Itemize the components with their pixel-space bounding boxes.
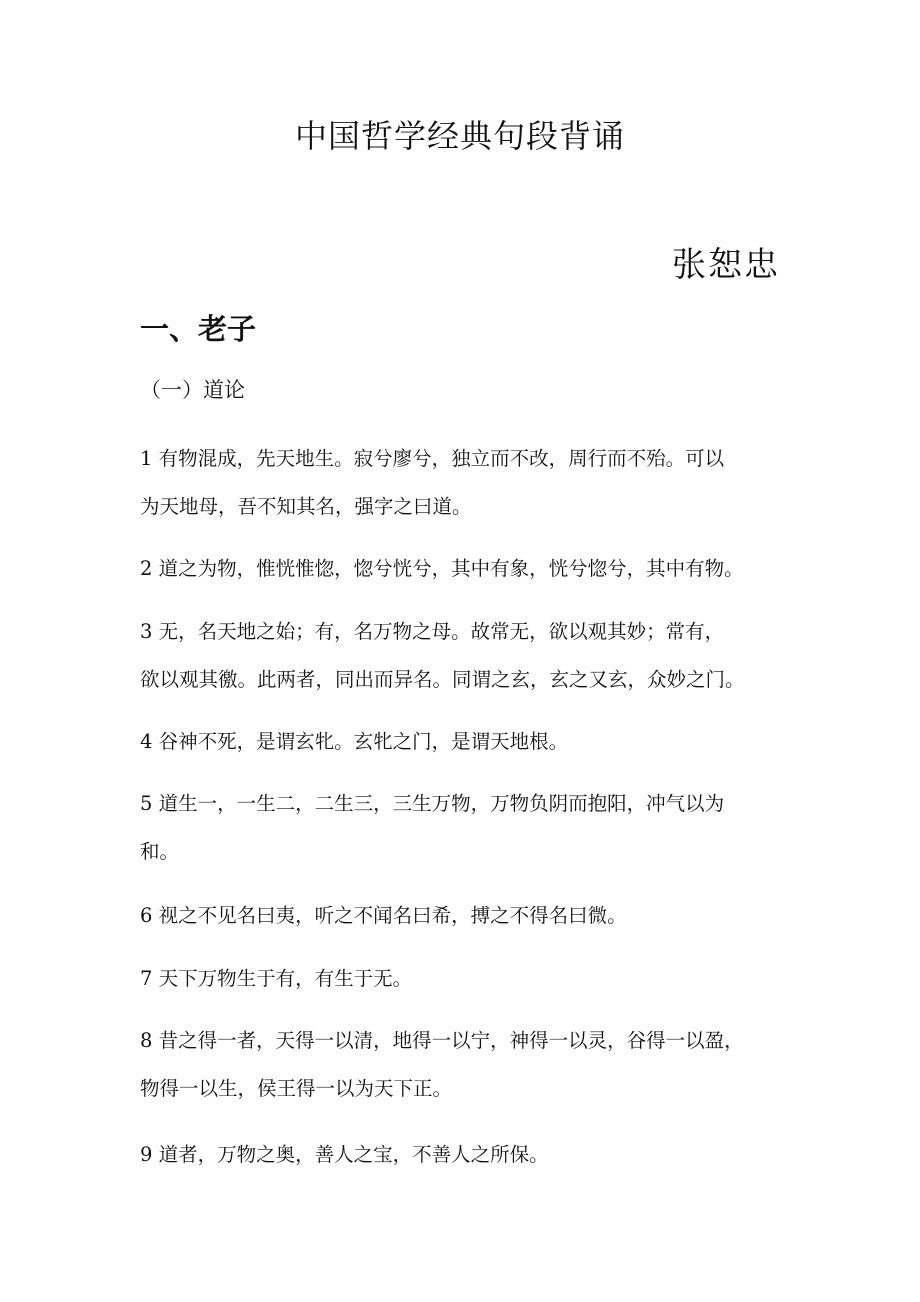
paragraph-line: 5 道生一，一生二，二生三，三生万物，万物负阴而抱阳，冲气以为 [140,792,725,815]
paragraph-7 [140,955,800,1003]
subsection-heading: （一）道论 [140,378,245,402]
paragraph-8 [140,1017,800,1113]
paragraph-5 [140,780,800,876]
author-name: 张恕忠 [672,245,780,285]
paragraph-line: 4 谷神不死，是谓玄牝。玄牝之门，是谓天地根。 [140,730,569,753]
paragraph-line: 2 道之为物，惟恍惟惚，惚兮恍兮，其中有象，恍兮惚兮，其中有物。 [140,557,744,580]
paragraph-line: 3 无，名天地之始；有，名万物之母。故常无，欲以观其妙；常有， [140,620,725,643]
document-title: 中国哲学经典句段背诵 [294,117,625,155]
paragraph-line: 为天地母，吾不知其名，强字之曰道。 [140,495,472,518]
paragraph-line: 9 道者，万物之奥，善人之宝，不善人之所保。 [140,1143,549,1166]
paragraph-4 [140,718,800,766]
paragraph-line: 欲以观其徼。此两者，同出而异名。同谓之玄，玄之又玄，众妙之门。 [140,668,745,691]
paragraph-1 [140,435,800,531]
paragraph-2 [140,545,800,593]
paragraph-line: 物得一以生，侯王得一以为天下正。 [140,1077,453,1100]
paragraph-9 [140,1131,800,1179]
paragraph-line: 6 视之不见名曰夷，听之不闻名曰希，搏之不得名曰微。 [140,904,627,927]
paragraph-line: 1 有物混成，先天地生。寂兮廖兮，独立而不改，周行而不殆。可以 [140,447,725,470]
paragraph-3 [140,608,800,704]
section-heading: 一、老子 [140,312,257,346]
paragraph-line: 8 昔之得一者，天得一以清，地得一以宁，神得一以灵，谷得一以盈， [140,1029,744,1052]
paragraph-line: 7 天下万物生于有，有生于无。 [140,967,413,990]
paragraph-line: 和。 [140,840,180,863]
paragraph-6 [140,892,800,940]
